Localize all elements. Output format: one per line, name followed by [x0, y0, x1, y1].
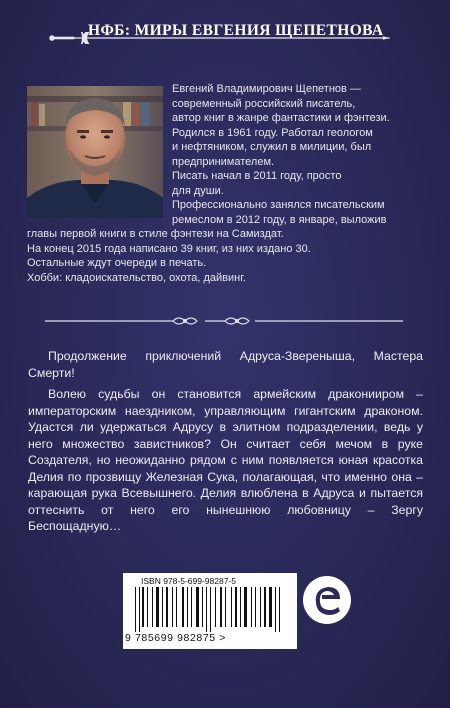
barcode-bar [255, 587, 256, 627]
barcode-bar [279, 587, 280, 632]
barcode-bar [142, 587, 144, 627]
ornament-divider-icon [45, 313, 403, 329]
series-title: НФБ: МИРЫ ЕВГЕНИЯ ЩЕПЕТНОВА [88, 22, 384, 39]
bio-line: для души. [172, 184, 224, 197]
blurb-intro: Продолжение приключений Адруса-Звереныша, Мастера Смерти! [28, 349, 423, 380]
barcode-bar [220, 587, 222, 627]
blurb-text: Волею судьбы он становится армейским драконииром – императорским наездником, управляющим гигантским драконом. Удастся ли удержаться Адрусу в элитном подразделении, ведь у него множество завистников? Он считает себя мечом в руке Создателя, но неожиданно рядом с ним появляется юная красотка Делия по прозвищу Железная Сука, полагающая, что именно она – карающая рука Всевышнего. Делия влюблена в Адруса и пытается оттеснить от него его нынешнюю любовницу – Зергу Беспощадную… [28, 387, 423, 533]
barcode-bar [225, 587, 226, 627]
barcode-bar [139, 587, 140, 632]
author-bio-continued [27, 227, 427, 285]
author-photo [27, 86, 163, 218]
barcode-bar [172, 587, 173, 627]
bio-line: современный российский писатель, [172, 97, 356, 110]
barcode-bar [231, 587, 232, 627]
bio-line: ремеслом в 2012 году, в январе, выложив [172, 213, 387, 226]
author-portrait-icon [27, 86, 163, 218]
barcode-bar [260, 587, 261, 627]
barcode-bar [235, 587, 237, 627]
series-header [0, 10, 450, 39]
barcode-bar [269, 587, 272, 627]
isbn-barcode [123, 573, 297, 649]
barcode-bar [206, 587, 207, 632]
bio-line: главы первой книги в стиле фэнтези на Самиздат. [27, 228, 284, 240]
barcode-bar [182, 587, 184, 627]
bio-line: Евгений Владимирович Щепетнов — [172, 83, 361, 95]
barcode-bar [147, 587, 148, 627]
barcode-bar [202, 587, 203, 627]
barcode-bar [244, 587, 247, 627]
barcode-bar [135, 587, 136, 632]
barcode-bar [215, 587, 216, 627]
bio-line: и нефтяником, служил в милиции, был [172, 141, 372, 153]
barcode-bar [210, 587, 211, 632]
barcode-bar [196, 587, 199, 627]
isbn-label: ISBN 978-5-699-98287-5 [141, 576, 236, 586]
barcode-bar [156, 587, 159, 627]
barcode-bar [191, 587, 192, 627]
bio-line: Остальные ждут очереди в печать. [27, 257, 207, 269]
barcode-bar [162, 587, 163, 627]
barcode-bar [152, 587, 153, 627]
barcode-bar [264, 587, 266, 627]
bio-line: Хобби: кладоискательство, охота, дайвинг. [27, 271, 246, 284]
barcode-bar [176, 587, 177, 627]
bio-line: Профессионально занялся писательским [172, 199, 385, 211]
bio-line: автор книг в жанре фантастики и фэнтези. [172, 112, 390, 124]
barcode-icon [127, 587, 293, 632]
barcode-bar [187, 587, 188, 627]
barcode-bar [240, 587, 241, 627]
barcode-bar [251, 587, 252, 627]
bio-line: предпринимателем. [172, 155, 275, 168]
bio-line: Родился в 1961 году. Работал геологом [172, 126, 373, 139]
barcode-digits: 9 785699 982875 > [125, 632, 226, 644]
bio-line: Писать начал в 2011 году, просто [172, 170, 342, 182]
barcode-bar [166, 587, 168, 627]
author-bio [172, 82, 428, 227]
bio-line: На конец 2015 года написано 39 книг, из них издано 30. [27, 242, 311, 255]
barcode-bar [275, 587, 276, 632]
eksmo-logo-icon [302, 575, 352, 625]
